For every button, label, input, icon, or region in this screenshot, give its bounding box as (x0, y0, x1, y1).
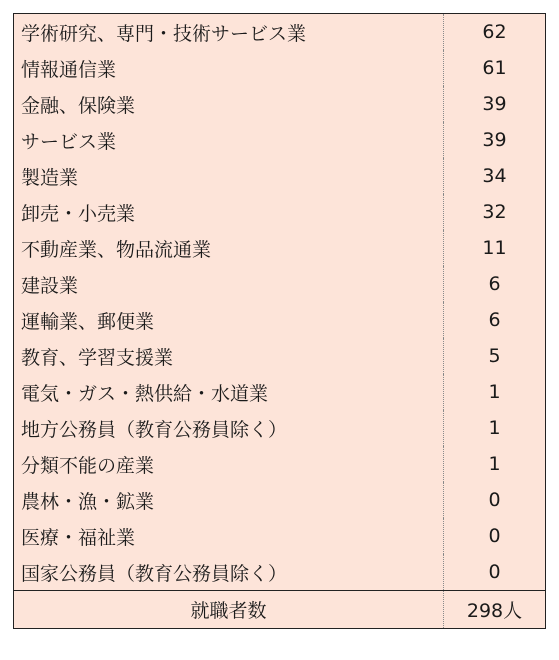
table-row (14, 158, 546, 194)
table-row (14, 86, 546, 122)
industry-name: 情報通信業 (14, 50, 444, 86)
employee-count: 32 (444, 194, 546, 230)
total-row (14, 591, 546, 629)
table-row (14, 518, 546, 554)
employee-count: 62 (444, 14, 546, 51)
industry-name: 不動産業、物品流通業 (14, 230, 444, 266)
employment-by-industry-table (13, 13, 546, 629)
employee-count: 1 (444, 410, 546, 446)
table-row (14, 302, 546, 338)
industry-name: 教育、学習支援業 (14, 338, 444, 374)
employee-count: 6 (444, 266, 546, 302)
table-row (14, 230, 546, 266)
employee-count: 5 (444, 338, 546, 374)
employee-count: 61 (444, 50, 546, 86)
table-row (14, 194, 546, 230)
industry-name: 地方公務員（教育公務員除く） (14, 410, 444, 446)
table-row (14, 122, 546, 158)
industry-name: 分類不能の産業 (14, 446, 444, 482)
employee-count: 39 (444, 122, 546, 158)
total-label: 就職者数 (14, 591, 444, 629)
employee-count: 1 (444, 446, 546, 482)
industry-name: サービス業 (14, 122, 444, 158)
table-row (14, 482, 546, 518)
employee-count: 11 (444, 230, 546, 266)
industry-name: 農林・漁・鉱業 (14, 482, 444, 518)
employee-count: 1 (444, 374, 546, 410)
table-body (14, 14, 546, 629)
employee-count: 0 (444, 482, 546, 518)
industry-name: 卸売・小売業 (14, 194, 444, 230)
industry-name: 製造業 (14, 158, 444, 194)
industry-name: 学術研究、専門・技術サービス業 (14, 14, 444, 51)
table-row (14, 266, 546, 302)
employee-count: 39 (444, 86, 546, 122)
industry-name: 運輸業、郵便業 (14, 302, 444, 338)
industry-name: 医療・福祉業 (14, 518, 444, 554)
table-row (14, 410, 546, 446)
table-row (14, 338, 546, 374)
table-row (14, 14, 546, 51)
employee-count: 34 (444, 158, 546, 194)
employee-count: 0 (444, 554, 546, 591)
industry-name: 金融、保険業 (14, 86, 444, 122)
table-row (14, 50, 546, 86)
industry-name: 国家公務員（教育公務員除く） (14, 554, 444, 591)
total-value: 298人 (444, 591, 546, 629)
industry-name: 電気・ガス・熱供給・水道業 (14, 374, 444, 410)
table-row (14, 446, 546, 482)
table-row (14, 554, 546, 591)
industry-name: 建設業 (14, 266, 444, 302)
employee-count: 0 (444, 518, 546, 554)
table-row (14, 374, 546, 410)
employee-count: 6 (444, 302, 546, 338)
